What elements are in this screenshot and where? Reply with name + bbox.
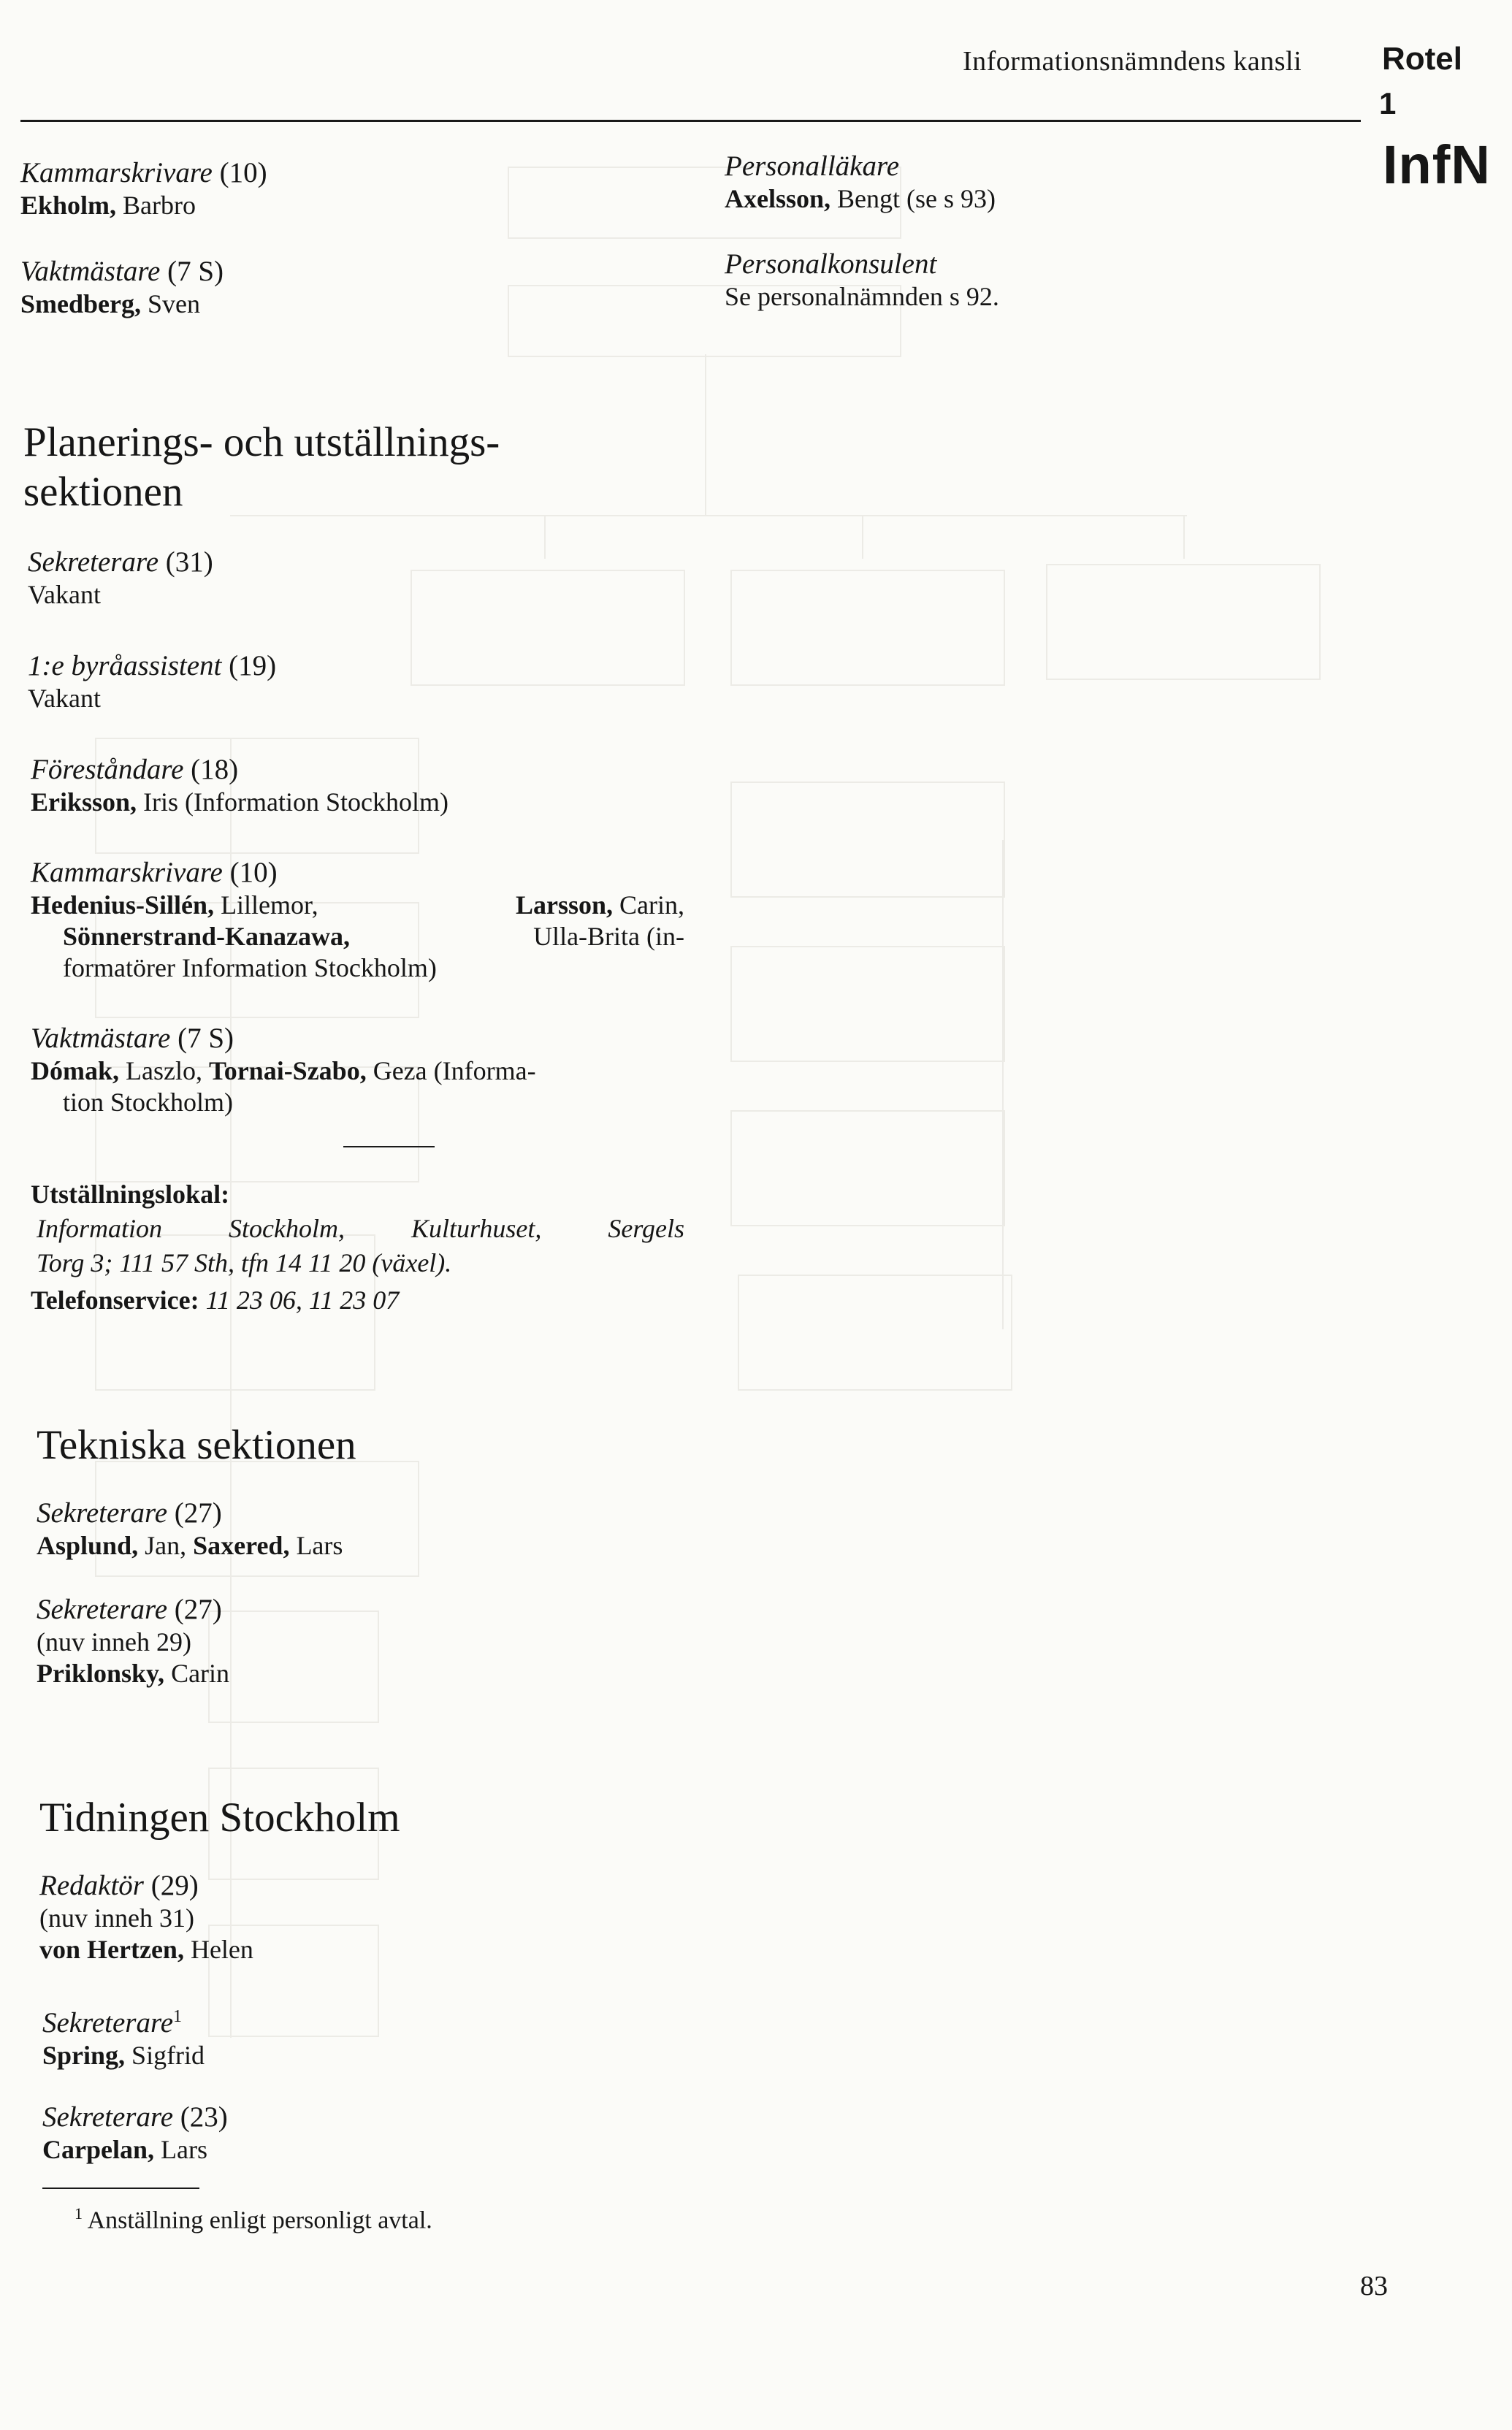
- tidningen-sekreterare-2: Sekreterare (23) Carpelan, Lars: [42, 2101, 228, 2164]
- planering-byraassistent: 1:e byråassistent (19) Vakant: [28, 650, 277, 713]
- kammarskrivare-entry: Kammarskrivare (10) Ekholm, Barbro: [20, 157, 267, 220]
- tidningen-sekreterare-1: Sekreterare$^1$ Spring, Sigfrid: [42, 2007, 205, 2070]
- planering-forestandare: Föreståndare (18) Eriksson, Iris (Information Stockholm): [31, 754, 448, 817]
- utstallningslokal: Utställningslokal: Information Stockholm, Kulturhuset, Sergels Torg 3; 111 57 Sth, tfn 14 11 20 (växel). Telefonservice: 11 23 06, 11 23 07: [31, 1180, 684, 1315]
- personallakare-entry: Personalläkare Axelsson, Bengt (se s 93): [725, 150, 996, 213]
- planering-heading: Planerings- och utställnings- sektionen: [23, 419, 500, 516]
- planering-sekreterare: Sekreterare (31) Vakant: [28, 546, 213, 609]
- tekniska-heading: Tekniska sektionen: [37, 1422, 356, 1468]
- planering-kammarskrivare: Kammarskrivare (10) Hedenius-Sillén, Lillemor, Larsson, Carin, Sönnerstrand-Kanazawa, Ulla-Brita (in- formatörer Information Stockholm): [31, 857, 684, 983]
- rotel-number: 1: [1379, 86, 1397, 121]
- rotel-label: Rotel: [1382, 41, 1462, 77]
- tekniska-sekreterare-2: Sekreterare (27) (nuv inneh 29) Priklonsky, Carin: [37, 1594, 230, 1689]
- tekniska-sekreterare-1: Sekreterare (27) Asplund, Jan, Saxered, Lars: [37, 1497, 343, 1560]
- personalkonsulent-entry: Personalkonsulent Se personalnämnden s 92.: [725, 248, 999, 311]
- header-title: Informationsnämndens kansli: [963, 46, 1302, 77]
- tidningen-redaktor: Redaktör (29) (nuv inneh 31) von Hertzen, Helen: [39, 1870, 253, 1965]
- infn-code: InfN: [1383, 134, 1491, 195]
- vaktmastare-entry: Vaktmästare (7 S) Smedberg, Sven: [20, 256, 224, 318]
- footnote: $^1$ Anställning enligt personligt avtal.: [75, 2204, 432, 2234]
- page-number: 83: [1360, 2271, 1388, 2301]
- section-divider: [343, 1146, 435, 1147]
- tidningen-heading: Tidningen Stockholm: [39, 1795, 400, 1841]
- header-rule: [20, 120, 1361, 122]
- planering-vaktmastare: Vaktmästare (7 S) Dómak, Laszlo, Tornai-Szabo, Geza (Informa- tion Stockholm): [31, 1023, 536, 1117]
- footnote-rule: [42, 2188, 199, 2189]
